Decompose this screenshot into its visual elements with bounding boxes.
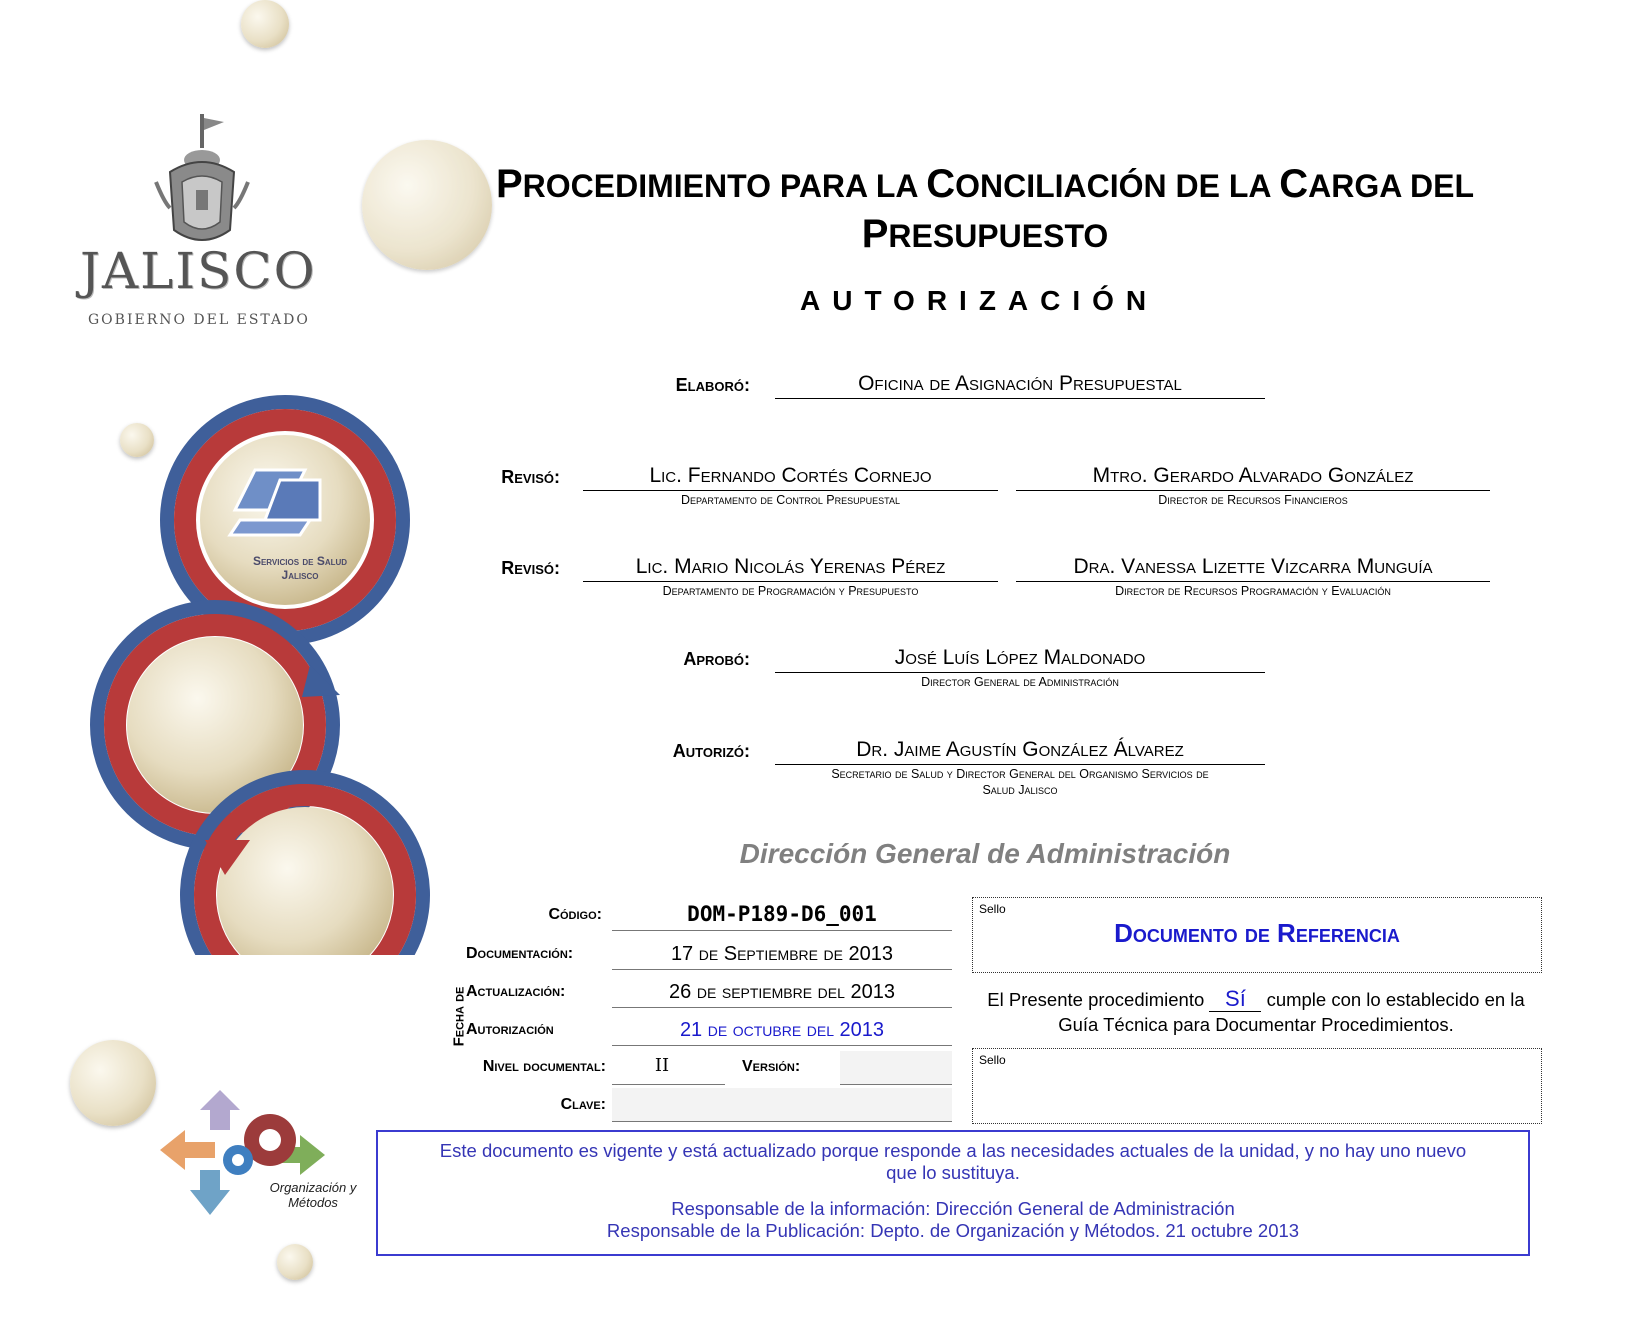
codigo-value: DOM-P189-D6_001 xyxy=(687,902,877,926)
cell-line xyxy=(840,1084,952,1085)
compliance-text: cumple con lo establecido en la xyxy=(1266,989,1525,1010)
nivel-documental-label: Nivel documental: xyxy=(482,1058,606,1075)
aprobo-position: Director General de Administración xyxy=(921,675,1119,689)
reviso1-left-position: Departamento de Control Presupuestal xyxy=(680,493,900,507)
title-line1 xyxy=(430,160,1540,210)
title-initial: C xyxy=(926,162,956,206)
notice-line2: que lo sustituya. xyxy=(886,1162,1020,1183)
cell-line xyxy=(612,969,952,970)
jalisco-logo xyxy=(80,112,330,337)
decorative-circle xyxy=(70,1040,156,1126)
signature-line xyxy=(1016,581,1490,582)
om-logo-text xyxy=(258,1180,368,1210)
direccion-heading: Dirección General de Administración xyxy=(739,838,1231,869)
nivel-documental-value: II xyxy=(654,1055,670,1076)
stamp-box-top xyxy=(972,897,1542,973)
title-text: ONCILIACIÓN DE LA xyxy=(955,168,1280,204)
logo-subtitle: GOBIERNO DEL ESTADO xyxy=(88,312,310,328)
document-title xyxy=(430,160,1540,260)
ssj-logo-text xyxy=(225,554,375,582)
compliance-si: Sí xyxy=(1209,986,1261,1012)
reviso2-right-name: Dra. Vanessa Lizette Vizcarra Munguía xyxy=(1073,555,1433,578)
documento-referencia: Documento de Referencia xyxy=(1114,918,1400,948)
cell-line xyxy=(612,1045,952,1046)
ssj-line2: Jalisco xyxy=(281,568,319,582)
codigo-label: Código: xyxy=(548,906,602,923)
signature-line xyxy=(775,672,1265,673)
responsable-publicacion: Responsable de la Publicación: Depto. de Organización y Métodos. 21 octubre 2013 xyxy=(606,1220,1300,1241)
decorative-circle xyxy=(241,0,289,48)
om-line1: Organización y xyxy=(269,1180,357,1195)
title-text: RESUPUESTO xyxy=(888,218,1109,254)
reviso1-left-name: Lic. Fernando Cortés Cornejo xyxy=(649,464,932,487)
process-rings-graphic xyxy=(40,395,440,955)
compliance-line1 xyxy=(972,986,1540,1012)
documentacion-label: Documentación: xyxy=(466,945,574,962)
title-initial: C xyxy=(1279,162,1309,206)
fecha-de-label: Fecha de xyxy=(450,986,468,1047)
elaboro-label: Elaboró: xyxy=(675,375,750,395)
reviso2-left-name: Lic. Mario Nicolás Yerenas Pérez xyxy=(635,555,946,578)
signature-line xyxy=(1016,490,1490,491)
autorizo-label: Autorizó: xyxy=(672,741,750,761)
cell-line xyxy=(612,1007,952,1008)
actualizacion-value: 26 de septiembre del 2013 xyxy=(669,981,895,1003)
notice-line1: Este documento es vigente y está actualizado porque responde a las necesidades actuales de la unidad, y no hay uno nuevo xyxy=(439,1140,1467,1161)
section-subtitle: AUTORIZACIÓN xyxy=(800,285,1159,316)
reviso1-right-name: Mtro. Gerardo Alvarado González xyxy=(1092,464,1414,487)
autorizo-position-line1: Secretario de Salud y Director General del Organismo Servicios de xyxy=(831,767,1209,781)
autorizo-position xyxy=(775,766,1265,798)
validity-notice xyxy=(376,1130,1530,1256)
reviso2-left-position: Departamento de Programación y Presupuesto xyxy=(662,584,919,598)
compliance-line2: Guía Técnica para Documentar Procedimientos. xyxy=(1058,1014,1454,1035)
aprobo-label: Aprobó: xyxy=(683,649,750,669)
reviso1-right-position: Director de Recursos Financieros xyxy=(1158,493,1348,507)
signature-line xyxy=(775,398,1265,399)
reviso2-right-position: Director de Recursos Programación y Evaluación xyxy=(1115,584,1391,598)
title-initial: P xyxy=(861,212,889,256)
clave-value xyxy=(612,1088,952,1121)
version-value xyxy=(840,1051,952,1084)
title-initial: P xyxy=(495,162,523,206)
compliance-text: El Presente procedimiento xyxy=(987,989,1205,1010)
reviso-label: Revisó: xyxy=(501,467,560,487)
autorizacion-value: 21 de octubre del 2013 xyxy=(679,1019,885,1041)
responsable-informacion: Responsable de la información: Dirección General de Administración xyxy=(671,1198,1235,1219)
actualizacion-label: Actualización: xyxy=(466,983,566,1000)
version-label: Versión: xyxy=(742,1058,801,1075)
signature-line xyxy=(583,581,998,582)
sello-label: Sello xyxy=(979,1053,1006,1067)
documentacion-value: 17 de Septiembre de 2013 xyxy=(670,943,894,965)
stamp-box-bottom xyxy=(972,1048,1542,1124)
autorizo-position-line2: Salud Jalisco xyxy=(982,783,1058,797)
clave-label: Clave: xyxy=(560,1096,606,1113)
signature-line xyxy=(583,490,998,491)
cell-line xyxy=(612,930,952,931)
decorative-circle xyxy=(277,1244,313,1280)
title-line2 xyxy=(430,210,1540,260)
autorizo-name: Dr. Jaime Agustín González Álvarez xyxy=(856,738,1184,761)
title-text: ROCEDIMIENTO PARA LA xyxy=(522,168,927,204)
aprobo-name: José Luís López Maldonado xyxy=(894,646,1146,669)
autorizacion-label: Autorización xyxy=(466,1021,554,1038)
logo-name: JALISCO xyxy=(80,242,317,300)
elaboro-name: Oficina de Asignación Presupuestal xyxy=(858,372,1182,395)
coat-of-arms-icon xyxy=(150,112,260,252)
ssj-line1: Servicios de Salud xyxy=(252,554,348,568)
reviso-label: Revisó: xyxy=(501,558,560,578)
signature-line xyxy=(775,764,1265,765)
sello-label: Sello xyxy=(979,902,1006,916)
compliance-statement xyxy=(972,986,1540,1037)
cell-line xyxy=(612,1084,725,1085)
cell-line xyxy=(612,1121,952,1122)
title-text: ARGA DEL xyxy=(1308,168,1475,204)
om-line2: Métodos xyxy=(288,1195,338,1210)
